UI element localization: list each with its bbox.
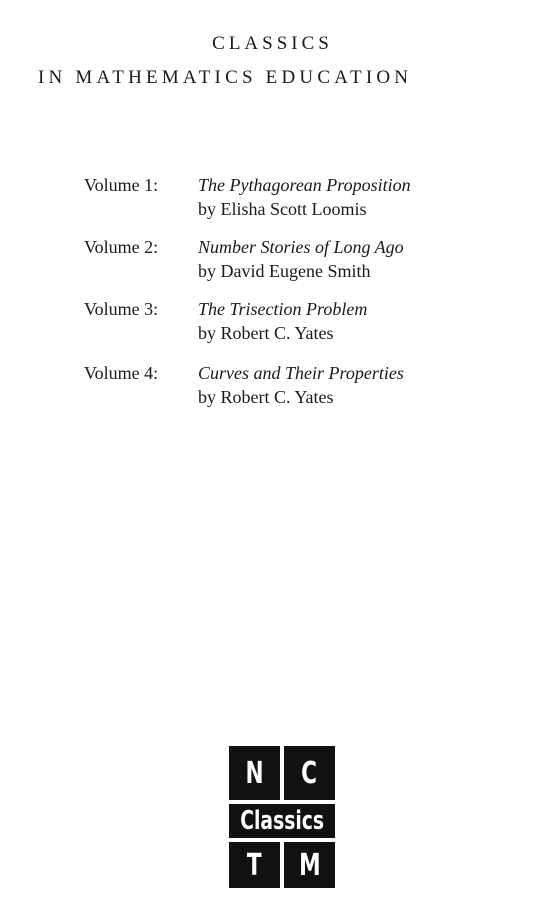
volume-author: by Robert C. Yates <box>198 323 334 343</box>
nctm-classics-logo <box>229 746 335 888</box>
logo-word: Classics <box>240 806 324 836</box>
volume-title: Number Stories of Long Ago <box>198 237 404 257</box>
logo-cell-classics <box>229 804 335 838</box>
volume-label: Volume 3: <box>84 299 159 319</box>
volume-title: The Pythagorean Proposition <box>198 175 411 195</box>
logo-cell-n <box>229 746 280 800</box>
logo-letter: M <box>298 847 321 883</box>
logo-cell-c <box>284 746 335 800</box>
series-title-line2: IN MATHEMATICS EDUCATION <box>38 67 413 88</box>
volume-label: Volume 1: <box>84 175 159 195</box>
logo-cell-t <box>229 842 280 888</box>
volume-title: Curves and Their Properties <box>198 363 404 383</box>
volume-details <box>198 235 404 283</box>
logo-letter: N <box>245 755 264 791</box>
volume-author: by David Eugene Smith <box>198 261 371 281</box>
volume-title: The Trisection Problem <box>198 299 368 319</box>
volume-author: by Elisha Scott Loomis <box>198 199 367 219</box>
volume-label: Volume 4: <box>84 363 159 383</box>
volume-details <box>198 173 411 221</box>
volume-details <box>198 297 367 345</box>
logo-cell-m <box>284 842 335 888</box>
logo-letter: C <box>301 755 318 791</box>
volume-author: by Robert C. Yates <box>198 387 334 407</box>
series-title-line1: CLASSICS <box>212 33 333 54</box>
logo-letter: T <box>247 847 262 883</box>
volume-details <box>198 361 404 409</box>
volume-label: Volume 2: <box>84 237 159 257</box>
